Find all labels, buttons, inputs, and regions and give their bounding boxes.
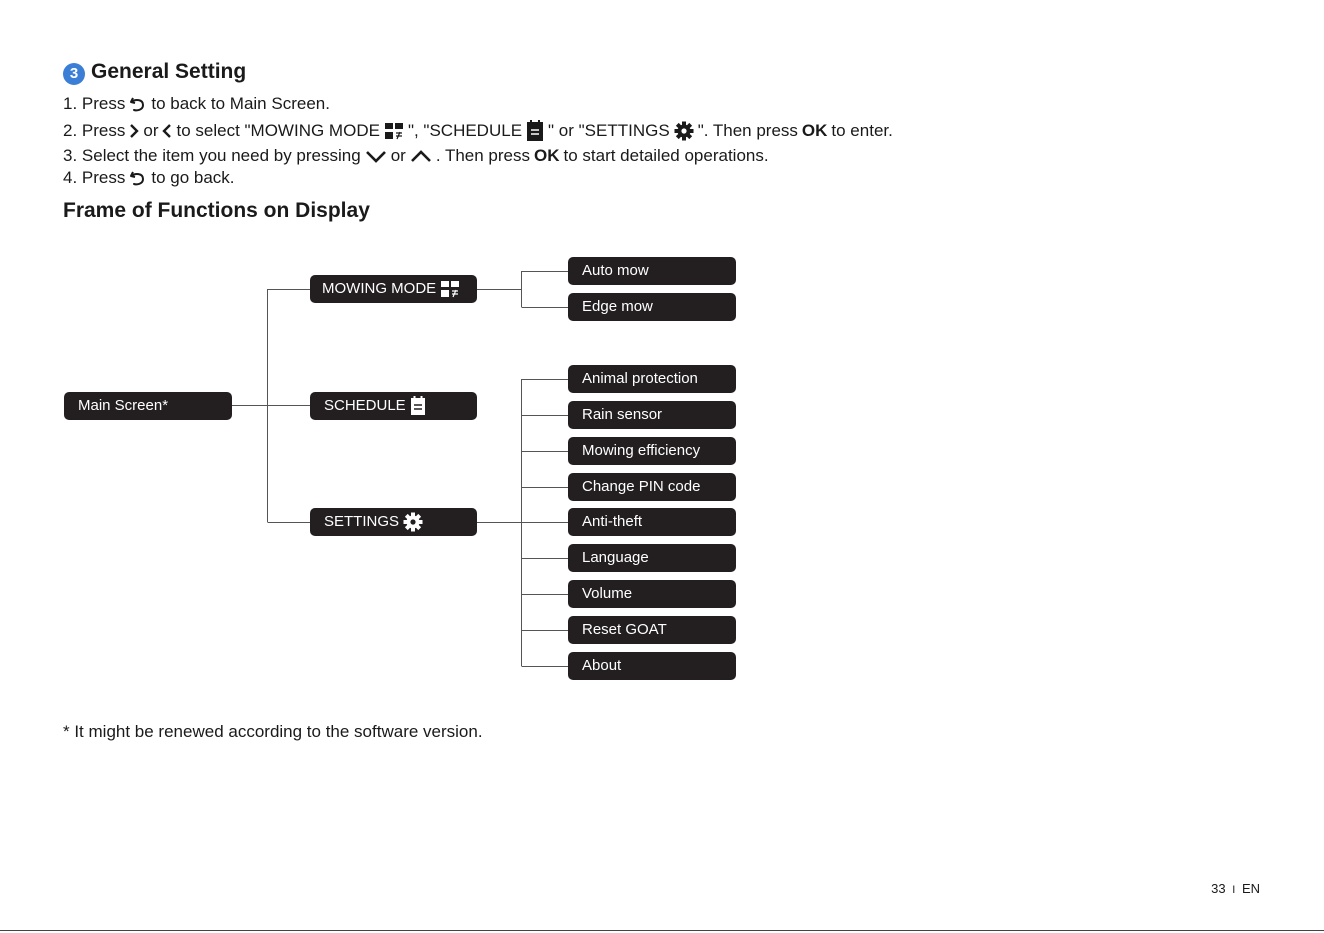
node-label: Edge mow	[582, 298, 653, 315]
page-footer	[1211, 881, 1260, 896]
step-3-text-a: 3. Select the item you need by pressing	[63, 146, 361, 165]
node-label: Language	[582, 549, 649, 566]
node-edge-mow	[568, 293, 736, 321]
step-4-text-a: 4. Press	[63, 168, 126, 187]
node-auto-mow	[568, 257, 736, 285]
step-2-text-f: ". Then press	[697, 121, 798, 140]
node-schedule-label: SCHEDULE	[324, 397, 406, 414]
ok-key-label: OK	[801, 121, 828, 140]
step-2-text-c: to select "MOWING MODE	[176, 121, 380, 140]
node-label: Rain sensor	[582, 406, 663, 423]
step-3-text-c: . Then press	[435, 146, 530, 165]
step-1-text-b: to back to Main Screen.	[151, 94, 330, 113]
node-label: About	[582, 657, 622, 674]
node-label: Change PIN code	[582, 478, 701, 495]
node-label: Animal protection	[582, 370, 698, 387]
node-mowing-mode-label: MOWING MODE	[322, 280, 437, 297]
node-rain-sensor	[568, 401, 736, 429]
section-number-badge: 3	[63, 63, 85, 85]
node-mowing-mode	[310, 275, 477, 303]
node-label: Mowing efficiency	[582, 442, 701, 459]
node-reset-goat	[568, 616, 736, 644]
node-main-screen-label: Main Screen*	[78, 397, 169, 414]
step-3-text-d: to start detailed operations.	[563, 146, 769, 165]
step-2-text-g: to enter.	[831, 121, 893, 140]
node-settings-label: SETTINGS	[324, 513, 400, 530]
node-label: Auto mow	[582, 262, 649, 279]
node-label: Volume	[582, 585, 633, 602]
node-main-screen	[64, 392, 232, 420]
gear-icon	[403, 512, 423, 532]
page-language: EN	[1241, 881, 1260, 896]
step-2-text-b: or	[143, 121, 159, 140]
section-title: General Setting	[91, 60, 247, 83]
frame-title: Frame of Functions on Display	[63, 199, 370, 222]
mowing-mode-icon	[440, 280, 460, 298]
page-number: 33	[1211, 881, 1226, 896]
node-about	[568, 652, 736, 680]
step-4-text-b: to go back.	[151, 168, 235, 187]
page-separator: I	[1232, 884, 1236, 896]
step-2-text-d: ", "SCHEDULE	[407, 121, 523, 140]
step-3-text-b: or	[390, 146, 406, 165]
step-2-text-a: 2. Press	[63, 121, 126, 140]
node-anti-theft	[568, 508, 736, 536]
node-mowing-efficiency	[568, 437, 736, 465]
node-animal-protection	[568, 365, 736, 393]
ok-key-label: OK	[534, 146, 560, 165]
node-volume	[568, 580, 736, 608]
node-language	[568, 544, 736, 572]
step-1-text-a: 1. Press	[63, 94, 126, 113]
bottom-divider	[0, 930, 1324, 931]
step-2-text-e: " or "SETTINGS	[548, 121, 670, 140]
schedule-icon	[410, 396, 426, 416]
node-label: Reset GOAT	[582, 621, 667, 638]
node-settings	[310, 508, 477, 536]
footnote: * It might be renewed according to the software version.	[63, 722, 483, 741]
node-label: Anti-theft	[582, 513, 643, 530]
node-schedule	[310, 392, 477, 420]
node-change-pin-code	[568, 473, 736, 501]
